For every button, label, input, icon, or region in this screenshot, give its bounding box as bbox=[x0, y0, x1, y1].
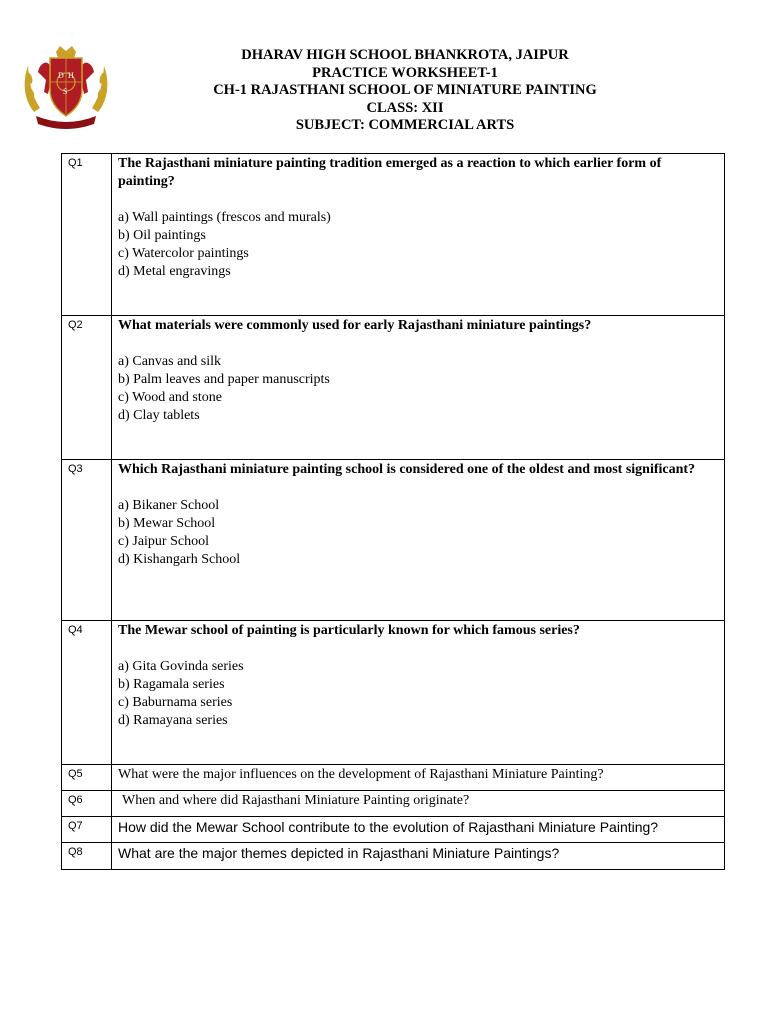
question-row bbox=[62, 460, 725, 621]
worksheet-title: PRACTICE WORKSHEET-1 bbox=[312, 64, 498, 81]
question-number: Q1 bbox=[62, 154, 112, 316]
option-item: a) Bikaner School bbox=[118, 498, 220, 513]
question-number: Q6 bbox=[62, 791, 112, 817]
question-cell bbox=[112, 621, 725, 765]
option-item: d) Metal engravings bbox=[118, 264, 231, 279]
option-item: d) Clay tablets bbox=[118, 408, 200, 423]
questions-table bbox=[61, 153, 725, 870]
question-text: What materials were commonly used for early Rajasthani miniature paintings? bbox=[118, 318, 592, 333]
svg-text:D: D bbox=[58, 71, 64, 80]
option-item: d) Ramayana series bbox=[118, 713, 228, 728]
question-number: Q2 bbox=[62, 316, 112, 460]
option-item: b) Oil paintings bbox=[118, 228, 206, 243]
svg-text:H: H bbox=[68, 71, 74, 80]
option-item: c) Wood and stone bbox=[118, 390, 222, 405]
question-cell bbox=[112, 154, 725, 316]
question-row bbox=[62, 154, 725, 316]
option-item: b) Mewar School bbox=[118, 516, 216, 531]
question-number: Q4 bbox=[62, 621, 112, 765]
question-cell bbox=[112, 316, 725, 460]
question-number: Q5 bbox=[62, 765, 112, 791]
svg-text:S: S bbox=[63, 87, 68, 96]
question-row bbox=[62, 791, 725, 817]
question-row bbox=[62, 621, 725, 765]
question-row bbox=[62, 817, 725, 843]
question-text: Which Rajasthani miniature painting school is considered one of the oldest and most significant? bbox=[118, 462, 696, 477]
option-item: c) Baburnama series bbox=[118, 695, 233, 710]
question-text: When and where did Rajasthani Miniature Painting originate? bbox=[112, 791, 725, 817]
question-text: The Rajasthani miniature painting tradition emerged as a reaction to which earlier form of painting? bbox=[118, 156, 662, 189]
question-row bbox=[62, 843, 725, 870]
option-item: b) Ragamala series bbox=[118, 677, 225, 692]
question-number: Q8 bbox=[62, 843, 112, 870]
option-item: b) Palm leaves and paper manuscripts bbox=[118, 372, 330, 387]
question-text: What are the major themes depicted in Rajasthani Miniature Paintings? bbox=[112, 843, 725, 870]
worksheet-header bbox=[0, 47, 768, 135]
school-name: DHARAV HIGH SCHOOL BHANKROTA, JAIPUR bbox=[241, 47, 569, 63]
question-cell bbox=[112, 460, 725, 621]
option-item: a) Gita Govinda series bbox=[118, 659, 244, 674]
question-row bbox=[62, 765, 725, 791]
question-text: What were the major influences on the development of Rajasthani Miniature Painting? bbox=[112, 765, 725, 791]
question-number: Q3 bbox=[62, 460, 112, 621]
option-item: d) Kishangarh School bbox=[118, 552, 241, 567]
options-list bbox=[118, 658, 716, 730]
options-list bbox=[118, 209, 716, 281]
class-label: CLASS: XII bbox=[366, 99, 444, 116]
options-list bbox=[118, 497, 716, 569]
question-number: Q7 bbox=[62, 817, 112, 843]
option-item: a) Canvas and silk bbox=[118, 354, 222, 369]
option-item: a) Wall paintings (frescos and murals) bbox=[118, 210, 331, 225]
subject-label: SUBJECT: COMMERCIAL ARTS bbox=[295, 117, 515, 133]
options-list bbox=[118, 353, 716, 425]
chapter-title: CH-1 RAJASTHANI SCHOOL OF MINIATURE PAINTING bbox=[213, 82, 597, 98]
option-item: c) Watercolor paintings bbox=[118, 246, 249, 261]
option-item: c) Jaipur School bbox=[118, 534, 209, 549]
question-text: How did the Mewar School contribute to the evolution of Rajasthani Miniature Painting? bbox=[112, 817, 725, 843]
question-row bbox=[62, 316, 725, 460]
question-text: The Mewar school of painting is particularly known for which famous series? bbox=[118, 623, 580, 638]
